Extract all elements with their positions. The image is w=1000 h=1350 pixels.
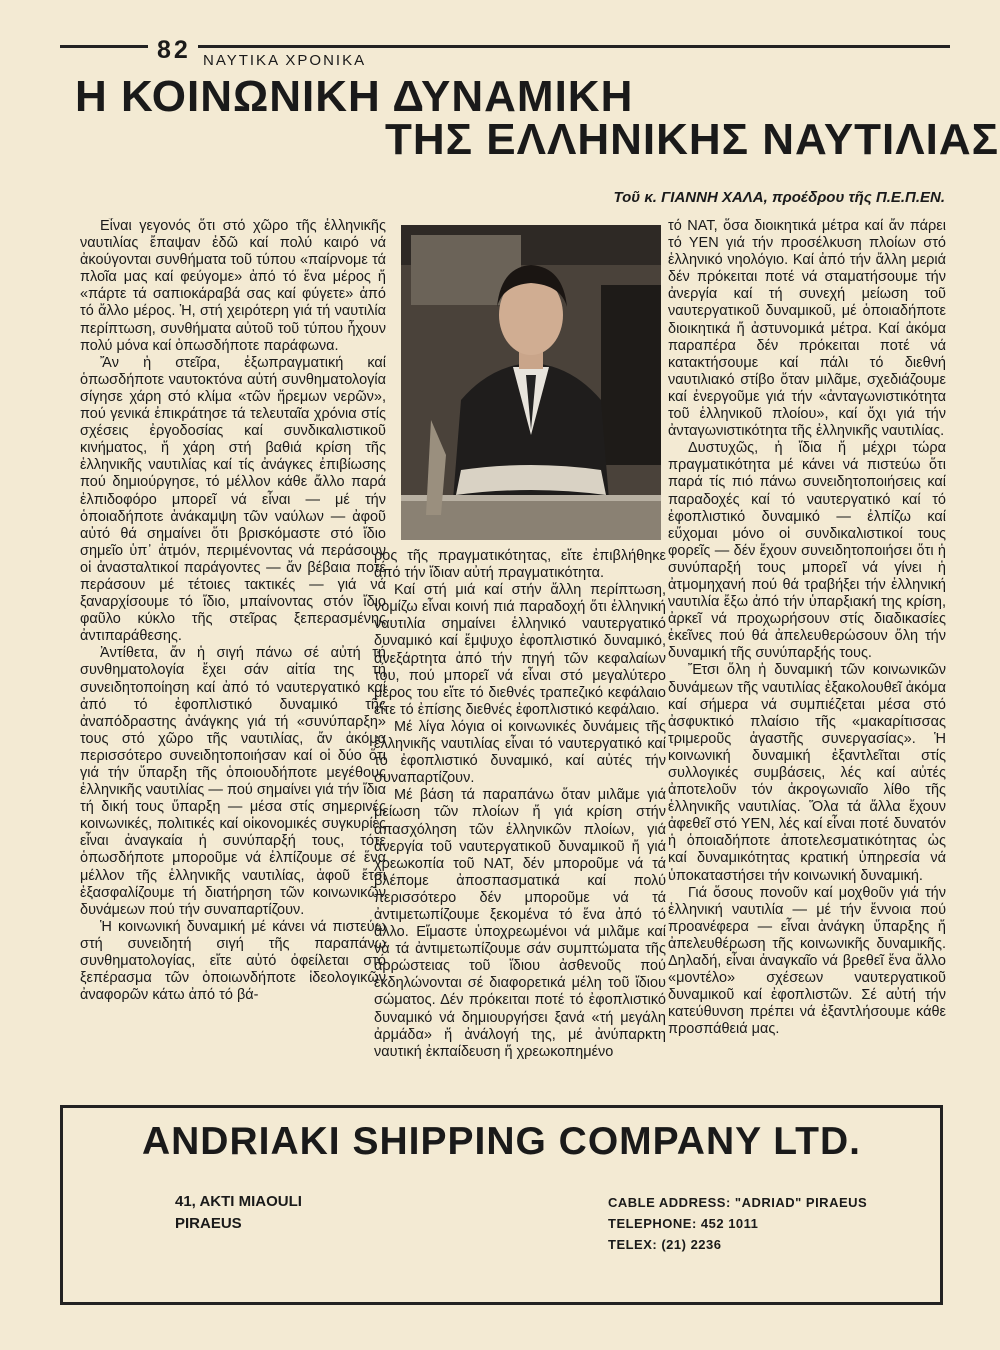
- paragraph: Ἄν ἡ στεῖρα, ἐξωπραγματική καί ὁπωσδήποτε ναυτοκτόνα αὐτή συνθηματολογία σίγησε χάρη στό κλίμα «τῶν ἤρεμων νερῶν», πού γενικά ἐπικράτησε τά τελευταῖα χρόνια στίς σχέσεις ἐργοδοσίας καί συνδικαλιστικοῦ κινήματος, ἤ χάρη στή βαθιά κρίση τῆς ἑλληνικῆς ναυτιλίας καί τίς ἀνάγκες ἐπιβίωσης πού δημιούργησε, τό μέλλον κάθε ἄλλο παρά ἐλπιδοφόρο μπορεῖ νά εἶναι — μέ τήν ὁποιαδήποτε ἀνάκαμψη τῶν ναύλων — ἀφοῦ αὐτό θά σημαίνει ὅτι βρισκόμαστε στό ἴδιο σημεῖο ὑπ᾽ ἀτμόν, περιμένοντας νά περάσουν οἱ ἀνασταλτικοί παράγοντες — ἄν βέβαια ποτέ περάσουν μέ τέτοιες τακτικές — γιά νά ξαναρχίσουμε τό ἴδιο, μπαίνοντας στόν ἴδιο φαῦλο κύκλο τῆς στεῖρας ξεπερασμένης ἀντιπαράθεσης.: [80, 354, 386, 645]
- ad-address-line-2: PIRAEUS: [175, 1215, 242, 1232]
- ad-cable-address: CABLE ADDRESS: "ADRIAD" PIRAEUS: [608, 1195, 868, 1210]
- paragraph: Ἡ κοινωνική δυναμική μέ κάνει νά πιστεύω στή συνειδητή σιγή τῆς παραπάνω συνθηματολογίας, εἴτε αὐτό ὀφείλεται στό ξεπέρασμα τῶν ὁποιωνδήποτε ἰδεολογικῶν ἀναφορῶν κάτω ἀπό τό βά-: [80, 918, 386, 1004]
- portrait-illustration: [401, 225, 661, 540]
- ad-telephone: TELEPHONE: 452 1011: [608, 1216, 759, 1231]
- article-column-1: [80, 218, 386, 1098]
- article-title-line-1: Η ΚΟΙΝΩΝΙΚΗ ΔΥΝΑΜΙΚΗ: [75, 72, 634, 121]
- paragraph: Μέ λίγα λόγια οἱ κοινωνικές δυνάμεις τῆς ἑλληνικῆς ναυτιλίας εἶναι τό ναυτεργατικό καί τό ἐφοπλιστικό δυναμικό, καί αὐτές τήν συναπαρτίζουν.: [374, 718, 666, 787]
- ad-company-name: ANDRIAKI SHIPPING COMPANY LTD.: [141, 1120, 862, 1163]
- paragraph: ρος τῆς πραγματικότητας, εἴτε ἐπιβλήθηκε ἀπό τήν ἴδιαν αὐτή πραγματικότητα.: [374, 548, 666, 582]
- article-column-3: [668, 218, 946, 1100]
- paragraph: Γιά ὅσους πονοῦν καί μοχθοῦν γιά τήν ἑλληνική ναυτιλία — μέ τήν ἔννοια πού προανέφερα — εἶναι ἀνάγκη ὕπαρξης ἤ ἀπελευθέρωση τῆς κοινωνικῆς δυναμικῆς. Δηλαδή, εἶναι ἀναγκαῖο νά βρεθεῖ ἕνα ἄλλο «μοντέλο» σχέσεων ναυτεργατικοῦ δυναμικοῦ καί ἐφοπλιστῶν. Σέ αὐτή τήν κατεύθυνση πρέπει νά ἐξαντλήσουμε κάθε προσπάθειά μας.: [668, 884, 946, 1038]
- paragraph: Δυστυχῶς, ἡ ἴδια ἤ μέχρι τώρα πραγματικότητα μέ κάνει νά πιστεύω ὅτι παρά τίς πιό πάνω συνειδητοποιήσεις καί παραδοχές καί τό ναυτεργατικό καί τό ἐφοπλιστικό δυναμικό — ἐλπίζω καί εὔχομαι μόνο οἱ συνδικαλιστικοί τους φορεῖς — δέν ἔχουν συνειδητοποιήσει ὅτι ἡ συνύπαρξή τους μπορεῖ νά γίνει ἡ ἀτμομηχανή πού θά τραβήξει τήν ἑλληνική ναυτιλία ἔξω ἀπό τήν ὑπαρξιακή της κρίση, ἀρκεῖ νά προχωρήσουν στίς διαδικασίες ἐκεῖνες πού θά ἀπελευθερώσουν ὅλη τήν δυναμική τῆς συνύπαρξής τους.: [668, 440, 946, 662]
- ad-address-line-1: 41, AKTI MIAOULI: [175, 1193, 302, 1210]
- paragraph: Εἶναι γεγονός ὅτι στό χῶρο τῆς ἑλληνικῆς ναυτιλίας ἔπαψαν ἐδῶ καί πολύ καιρό νά ἀκούγονται συνθήματα τοῦ τύπου «παίρνομε τά πλοῖα μας καί φεύγομε» ἀπό τό ἕνα μέρος ἤ «πάρτε τά σαπιοκάραβά σας καί φύγετε» ἀπό τό ἄλλο μέρος. Ἡ, στή χειρότερη γιά τή ναυτιλία περίπτωση, συνθήματα αὐτοῦ τοῦ τύπου ἦχουν πολύ μόνα καί ὁπωσδήποτε παράφωνα.: [80, 218, 386, 354]
- article-column-2: [374, 548, 666, 1100]
- author-portrait-photo: [401, 225, 661, 540]
- paragraph: Καί στή μιά καί στήν ἄλλη περίπτωση, νομίζω εἶναι κοινή πιά παραδοχή ὅτι ἑλληνική ναυτιλία σημαίνει ἑλληνικό ναυτεργατικό δυναμικό καί ἔμψυχο ἐφοπλιστικό δυναμικό, ἀνεξάρτητα ἀπό τήν πηγή τῶν κεφαλαίων του, πού μπορεῖ νά εἶναι στό μεγαλύτερο μέρος του εἴτε τό διεθνές τραπεζικό κεφάλαιο εἴτε τό ἐπίσης διεθνές ἐφοπλιστικό κεφάλαιο.: [374, 582, 666, 718]
- paragraph: τό ΝΑΤ, ὅσα διοικητικά μέτρα καί ἄν πάρει τό ΥΕΝ γιά τήν προσέλκυση πλοίων στό ἑλληνικό νηολόγιο. Καί ἀπό τήν ἄλλη μεριά δέν πρόκειται ποτέ νά σταματήσουμε τήν ἀνεργία καί τή συνεχή μείωση τοῦ ναυτεργατικοῦ δυναμικοῦ, μέ ὁποιαδήποτε διοικητικά ἤ ἀστυνομικά μέτρα. Καί ἀκόμα παραπέρα δέν πρόκειται ποτέ νά κατακτήσουμε καί πάλι τό διεθνή ναυτιλιακό στίβο ὅταν μιλᾶμε, σχεδιάζουμε καί ἐνεργοῦμε γιά τήν «ἀνταγωνιστικότητα τοῦ ἑλληνικοῦ πλοίου», καί ὄχι γιά τήν ἀνταγωνιστικότητα τῆς ἑλληνικῆς ναυτιλίας.: [668, 218, 946, 440]
- ad-telex: TELEX: (21) 2236: [608, 1237, 722, 1252]
- article-byline: Τοῦ κ. ΓΙΑΝΝΗ ΧΑΛΑ, προέδρου τῆς Π.Ε.Π.ΕΝ.: [613, 189, 945, 206]
- header-rule-right: [198, 45, 950, 48]
- paragraph: Ἀντίθετα, ἄν ἡ σιγή πάνω σέ αὐτή τή συνθηματολογία ἔχει σάν αἰτία της τή συνειδητοποίηση καί ἀπό τό ναυτεργατικό καί ἀπό τό ἐφοπλιστικό δυναμικό τῆς ἀναπόδραστης ἀνάγκης γιά τή «συνύπαρξη» τους στό χῶρο τῆς ναυτιλίας, ἄν ἀκόμα περισσότερο συνειδητοποιήσαν καί οἱ δύο ὅτι γιά τήν ὕπαρξη τῆς ὁποιουδήποτε μεγέθους ἑλληνικῆς ναυτιλίας — πού σημαίνει γιά τήν ἴδια τή δική τους ὕπαρξη — μέσα στίς σημερινές κοινωνικές, πολιτικές καί οἰκονομικές συγκυρίες εἶναι ἀναγκαία ἡ συνύπαρξή τους, τότε ὁπωσδήποτε μποροῦμε νά ἐλπίζουμε σέ ἕνα μέλλον τῆς ἑλληνικῆς ναυτιλίας, ἀφοῦ ἔτσι ἐξασφαλίζουμε τή διατήρηση τῶν κοινωνικῶν δυνάμεων πού τήν συναπαρτίζουν.: [80, 645, 386, 918]
- article-title-line-2: ΤΗΣ ΕΛΛΗΝΙΚΗΣ ΝΑΥΤΙΛΙΑΣ: [385, 115, 1000, 164]
- shipping-company-advertisement: [60, 1105, 943, 1305]
- paragraph: Μέ βάση τά παραπάνω ὅταν μιλᾶμε γιά μείωση τῶν πλοίων ἤ γιά κρίση στήν ἀπασχόληση τῶν ἑλληνικῶν πλοίων, γιά ἀνεργία τοῦ ναυτεργατικοῦ δυναμικοῦ ἤ γιά χρεωκοπία τοῦ ΝΑΤ, δέν μποροῦμε νά τά βλέπομε ἀποσπασματικά καί πολύ περισσότερο δέν μποροῦμε νά τά ἀντιμετωπίζουμε ξεκομένα τό ἕνα ἀπό τό ἄλλο. Εἴμαστε ὑποχρεωμένοι νά μιλᾶμε καί νά τά ἀντιμετωπίζουμε σάν συμπτώματα τῆς ἀρρώστειας τοῦ ἴδιου ἀσθενοῦς πού ἐκδηλώνονται σέ διαφορετικά μέλη τοῦ ἴδιου σώματος. Δέν πρόκειται ποτέ τό ἐφοπλιστικό δυναμικό νά δημιουργήσει ξανά «τή μεγάλη ἀρμάδα» ἤ ἀνάλογή της, μέ ἀνύπαρκτη ναυτική ἐκπαίδευση ἤ χρεωκοπημένο: [374, 787, 666, 1060]
- magazine-name: ΝΑΥΤΙΚΑ ΧΡΟΝΙΚΑ: [203, 52, 367, 69]
- page-number: 82: [157, 36, 191, 64]
- header-rule-left: [60, 45, 148, 48]
- paragraph: Ἔτσι ὅλη ἡ δυναμική τῶν κοινωνικῶν δυνάμεων τῆς ναυτιλίας ἐξακολουθεῖ ἀκόμα καί σήμερα νά συμπιέζεται μέσα στό ἀσφυκτικό πλαίσιο τῆς «μακαρίτισσας τριμεροῦς ἀγαστῆς συνεργασίας». Ἡ κοινωνική δυναμική ἐξαντλεῖται στίς συλλογικές συμβάσεις, λές καί αὐτές ἀποτελοῦν τόν ἀκρογωνιαῖο λίθο τῆς ἑλληνικῆς ναυτιλίας. Ὅλα τά ἄλλα ἔχουν ἀφεθεῖ στό ΥΕΝ, λές καί εἶναι ποτέ δυνατόν ἡ ὁποιαδήποτε ἀποτελεσματικότητας ὡς καί δυναμικότητας κρατική ὑπηρεσία νά ὑποκαταστήσει τήν κοινωνική δυναμική.: [668, 662, 946, 884]
